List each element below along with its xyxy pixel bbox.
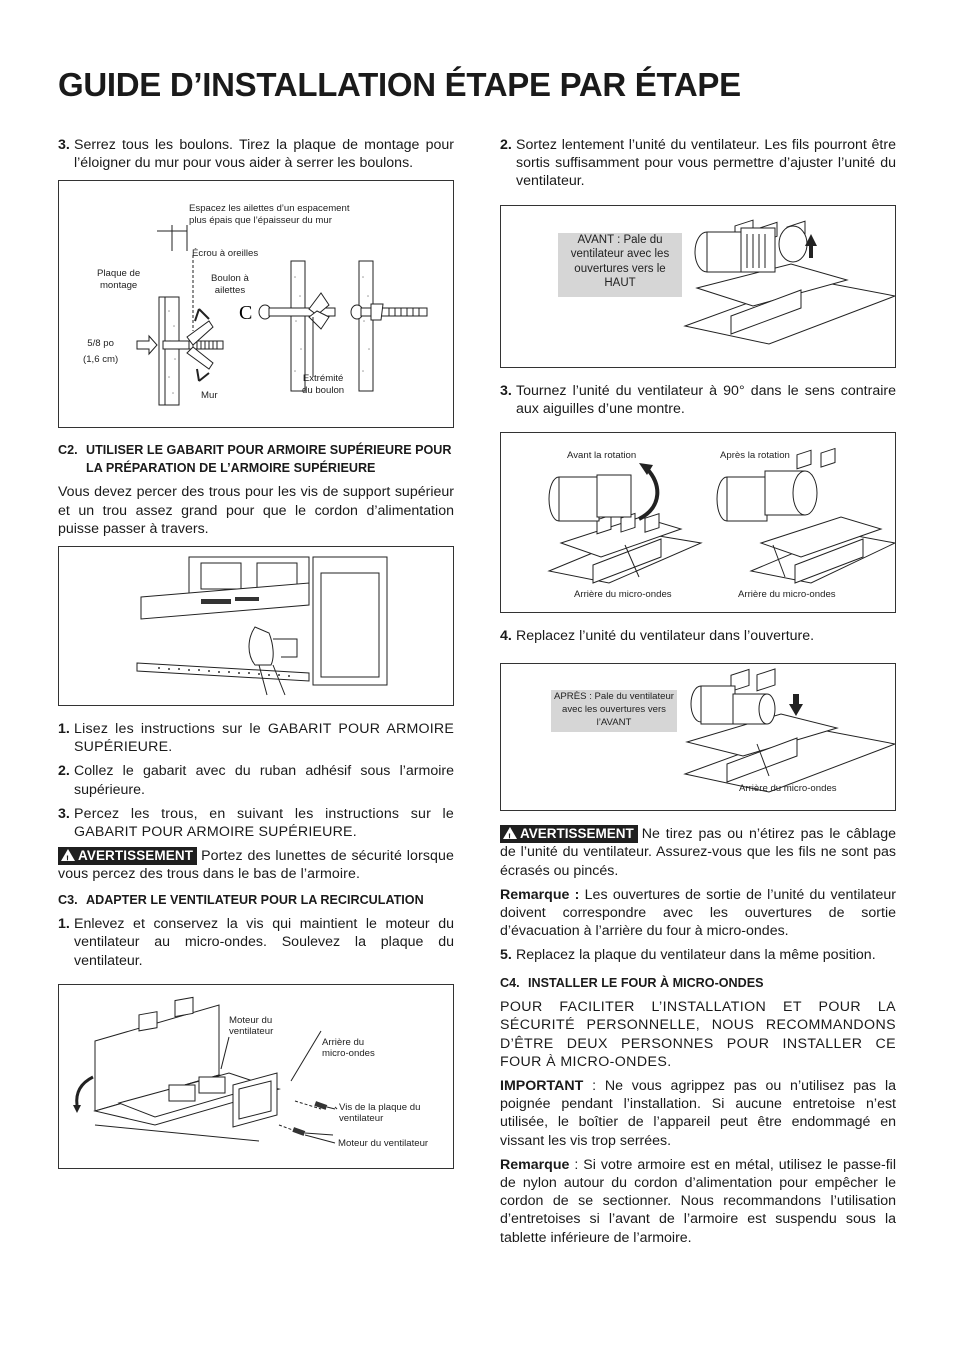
step-text: Serrez tous les boulons. Tirez la plaque de montage pour l’éloigner du mur pour vous aider à serrer les boulons.	[74, 137, 454, 172]
spacing-note: Espacez les ailettes d’un espacement plus épais que l’épaisseur du mur	[189, 203, 350, 226]
mounting-plate-label: Plaque de montage	[97, 268, 141, 291]
before-note: AVANT : Pale du ventilateur avec les ouvertures vers le HAUT	[558, 233, 682, 297]
warning-drilling: !AVERTISSEMENT Portez des lunettes de sécurité lorsque vous percez des trous dans le bas de l’armoire.	[58, 847, 454, 883]
rear-microwave-label: Arrière du micro-ondes	[322, 1036, 375, 1060]
section-c2-heading: C2. UTILISER LE GABARIT POUR ARMOIRE SUPÉRIEURE POUR LA PRÉPARATION DE L’ARMOIRE SUPÉRIEURE	[58, 443, 452, 475]
after-note: APRÈS : Pale du ventilateur avec les ouvertures vers l’AVANT	[551, 690, 677, 732]
toggle-bolt-label: Boulon à ailettes	[211, 273, 249, 296]
c2-step-2: 2. Collez le gabarit avec du ruban adhésif sous l’armoire supérieure.	[58, 763, 454, 798]
rear-left-label: Arrière du micro-ondes	[574, 589, 672, 601]
right-step-2: 2. Sortez lentement l’unité du ventilateur. Les fils pourront être sortis suffisamment pour vous permettre d’ajuster l’unité du ventilateur.	[500, 137, 896, 190]
warning-icon	[61, 849, 75, 861]
important-note: IMPORTANT : Ne vous agrippez pas ou n’utilisez pas la poignée pendant l’installation. Si aucune entretoise n’est utilisée, le boîtier de l’appareil peut être endommagé en vissant les vis trop serrées.	[500, 1077, 896, 1149]
warning-icon	[503, 827, 517, 839]
fan-rotation-illustration	[501, 433, 895, 612]
warning-badge: !AVERTISSEMENT	[500, 825, 638, 843]
rear-after-label: Arrière du micro-ondes	[739, 783, 837, 795]
c2-step-3: 3. Percez les trous, en suivant les instructions sur le GABARIT POUR ARMOIRE SUPÉRIEURE.	[58, 805, 454, 841]
c3-step-1: 1. Enlevez et conservez la vis qui maintient le moteur du ventilateur au micro-ondes. Soulevez la plaque du ventilateur.	[58, 916, 454, 969]
cabinet-template-figure	[58, 546, 454, 706]
wing-nut-label: Écrou à oreilles	[192, 248, 259, 260]
bolt-end-label: Extrémité du boulon	[302, 373, 345, 396]
right-step-5: 5. Replacez la plaque du ventilateur dans la même position.	[500, 947, 876, 964]
fan-plate-figure	[58, 984, 454, 1169]
fan-plate-screw-label: Vis de la plaque du ventilateur	[339, 1101, 421, 1125]
svg-text:C: C	[239, 302, 253, 325]
c2-paragraph: Vous devez percer des trous pour les vis de support supérieur et un trou assez grand pour que le cordon d’alimentation puisse passer à travers.	[58, 484, 454, 537]
fan-motor-label: Moteur du ventilateur	[229, 1014, 274, 1038]
note-outlets: Remarque : Les ouvertures de sortie de l’unité du ventilateur doivent correspondre avec les ouvertures de sortie d’évacuation à l’arrière du four à micro-ondes.	[500, 886, 897, 940]
toggle-bolt-figure	[58, 180, 454, 428]
c2-step-1: 1. Lisez les instructions sur le GABARIT POUR ARMOIRE SUPÉRIEURE.	[58, 721, 454, 756]
warning-badge: !AVERTISSEMENT	[58, 847, 197, 865]
after-rotation-label: Après la rotation	[720, 450, 790, 462]
page-title: GUIDE D’INSTALLATION ÉTAPE PAR ÉTAPE	[58, 66, 741, 103]
section-c4-heading: C4. INSTALLER LE FOUR À MICRO-ONDES	[500, 975, 764, 990]
warning-wiring: !AVERTISSEMENT Ne tirez pas ou n’étirez pas le câblage de l’unité du ventilateur. Assurez-vous que les fils ne sont pas écrasés ou pincés.	[500, 825, 896, 880]
fan-motor-screw-label: Moteur du ventilateur	[338, 1137, 429, 1149]
fan-after-figure	[500, 663, 896, 811]
metal-cabinet-note: Remarque : Si votre armoire est en métal, utilisez le passe-fil de nylon autour du cordon d’alimentation pour empêcher le cordon de se sectionner. Nous recommandons l’utilisation d’entretoises si l’avant de l’armoire est suspendu sous la tablette inférieure de l’armoire.	[500, 1156, 896, 1246]
fan-before-figure	[500, 205, 896, 368]
step-number: 3.	[58, 137, 70, 153]
fan-rotation-figure	[500, 432, 896, 613]
section-c3-heading: C3. ADAPTER LE VENTILATEUR POUR LA RECIRCULATION	[58, 892, 424, 907]
before-rotation-label: Avant la rotation	[567, 450, 637, 462]
right-column	[500, 136, 896, 1253]
rear-right-label: Arrière du micro-ondes	[738, 589, 836, 601]
right-step-3: 3. Tournez l’unité du ventilateur à 90° dans le sens contraire aux aiguilles d’une montre.	[500, 382, 896, 417]
wall-label: Mur	[201, 390, 218, 402]
c4-paragraph: POUR FACILITER L’INSTALLATION ET POUR LA SÉCURITÉ PERSONNELLE, NOUS RECOMMANDONS D’ÊTRE DEUX PERSONNES POUR INSTALLER CE FOUR À MICRO-ONDES.	[500, 999, 896, 1070]
size-label: 5/8 po (1,6 cm)	[83, 338, 119, 366]
left-step-3	[58, 136, 454, 172]
right-step-4: 4. Replacez l’unité du ventilateur dans l’ouverture.	[500, 628, 815, 645]
left-column	[58, 136, 454, 1183]
cabinet-template-illustration	[59, 547, 453, 705]
